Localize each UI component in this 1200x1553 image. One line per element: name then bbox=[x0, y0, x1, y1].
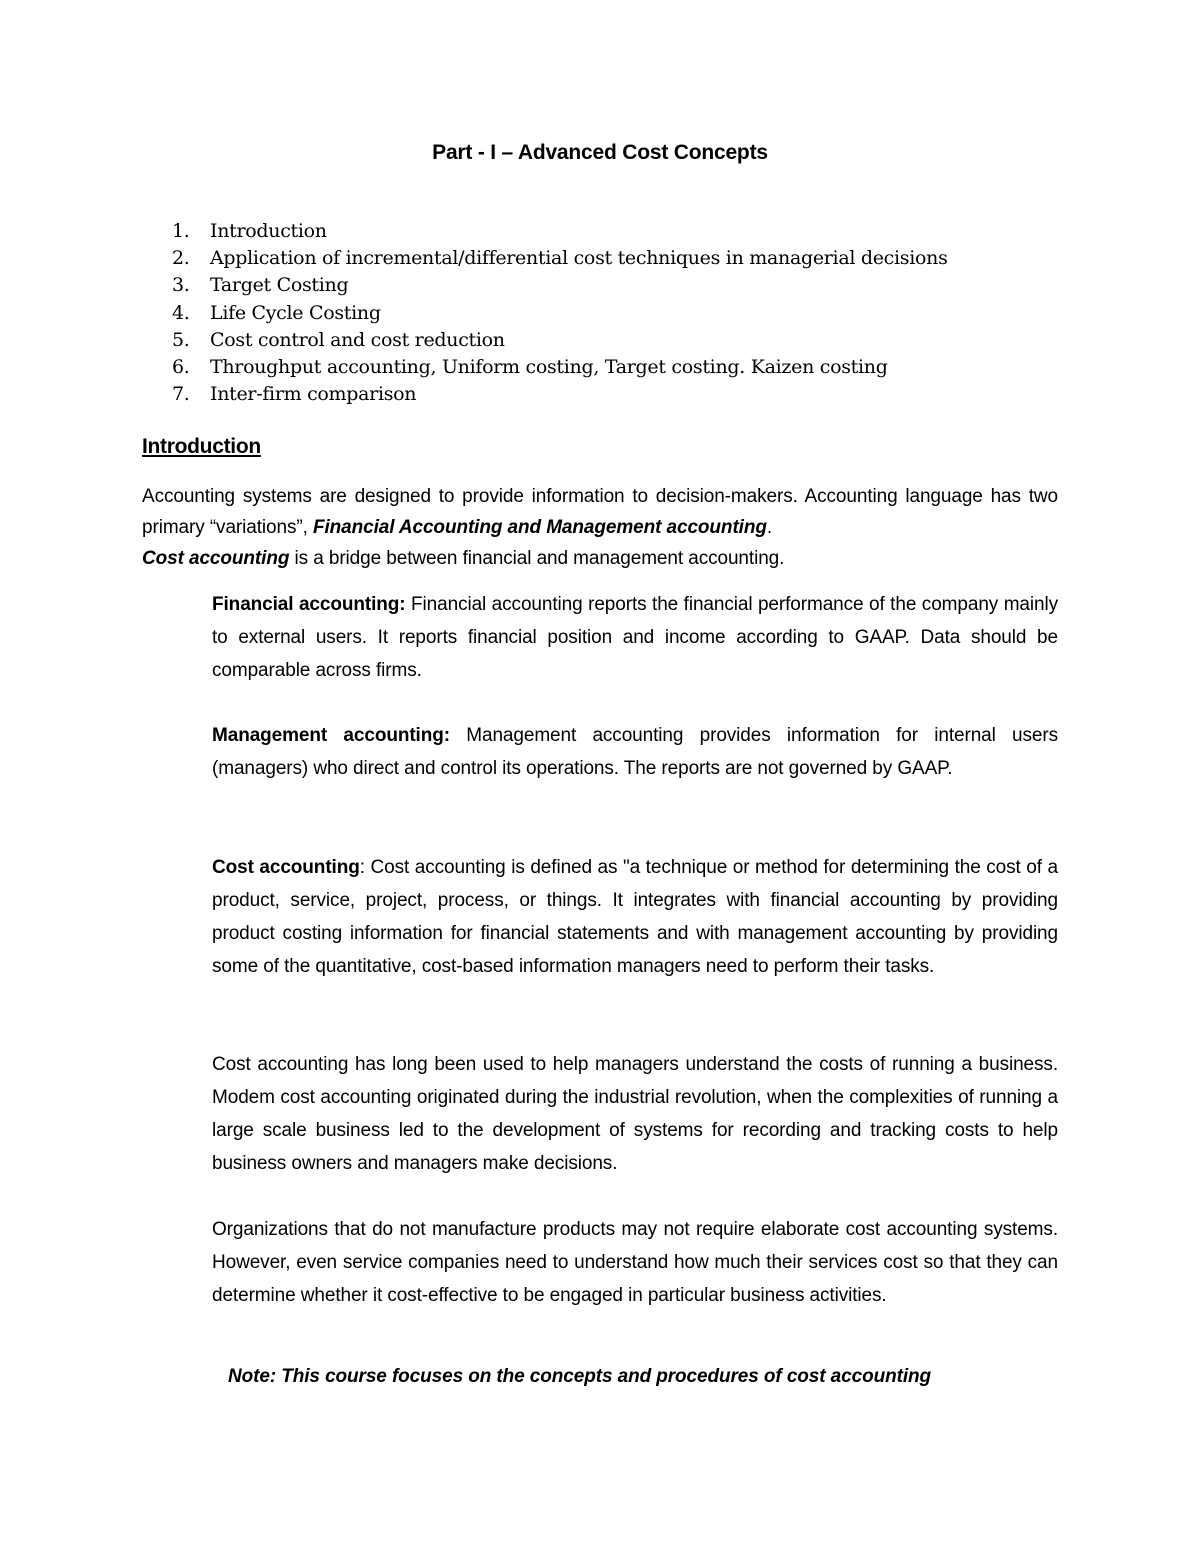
toc-text: Inter-firm comparison bbox=[210, 383, 417, 406]
toc-text: Introduction bbox=[210, 220, 327, 242]
toc-number: 4. bbox=[172, 301, 190, 324]
paragraph-text: Financial accounting reports the financial performance of the company mainly to external users. It reports financial position and income according to GAAP. Data should be comparable across firms. bbox=[212, 594, 1058, 681]
paragraph-text: Cost accounting has long been used to help managers understand the costs of running a business. Modem cost accounting originated during the industrial revolution, when the complexities of running a large scale business led to the development of systems for recording and tracking costs to help business owners and managers make decisions. bbox=[212, 1054, 1058, 1174]
toc-number: 3. bbox=[172, 274, 190, 297]
toc-number: 5. bbox=[172, 328, 190, 351]
term-label: Financial accounting: bbox=[212, 594, 406, 615]
toc-text: Life Cycle Costing bbox=[210, 301, 381, 324]
organizations-paragraph bbox=[212, 1213, 1058, 1312]
course-note: Note: This course focuses on the concepts and procedures of cost accounting bbox=[228, 1366, 932, 1387]
toc-item bbox=[172, 218, 948, 245]
intro-text: is a bridge between financial and management accounting. bbox=[289, 548, 785, 569]
table-of-contents bbox=[172, 218, 948, 408]
intro-emphasis: Cost accounting bbox=[142, 548, 290, 569]
intro-text: . bbox=[766, 517, 773, 538]
toc-item bbox=[172, 272, 948, 299]
toc-number: 6. bbox=[172, 356, 190, 379]
toc-item bbox=[172, 354, 948, 381]
financial-accounting-paragraph bbox=[212, 588, 1058, 687]
toc-item bbox=[172, 245, 948, 272]
toc-number: 7. bbox=[172, 383, 190, 406]
toc-text: Cost control and cost reduction bbox=[210, 328, 505, 351]
toc-text: Throughput accounting, Uniform costing, Target costing. Kaizen costing bbox=[210, 356, 888, 379]
section-heading-introduction: Introduction bbox=[142, 435, 261, 458]
intro-paragraph bbox=[142, 481, 1058, 574]
cost-accounting-paragraph bbox=[212, 851, 1058, 983]
page-title: Part - I – Advanced Cost Concepts bbox=[432, 141, 768, 164]
toc-item bbox=[172, 300, 948, 327]
intro-text: Accounting systems are designed to provide information to decision-makers. Accounting language has two primary “variations”, bbox=[142, 486, 1058, 538]
toc-item bbox=[172, 327, 948, 354]
term-label: Management accounting: bbox=[212, 725, 450, 746]
paragraph-text: Organizations that do not manufacture products may not require elaborate cost accounting systems. However, even service companies need to understand how much their services cost so that they can determine whether it cost-effective to be engaged in particular business activities. bbox=[212, 1219, 1058, 1306]
paragraph-text: : Cost accounting is defined as "a technique or method for determining the cost of a product, service, project, process, or things. It integrates with financial accounting by providing product costing information for financial statements and with management accounting by providing some of the quantitative, cost-based information managers need to perform their tasks. bbox=[212, 857, 1058, 977]
toc-text: Application of incremental/differential cost techniques in managerial decisions bbox=[210, 247, 948, 270]
history-paragraph bbox=[212, 1048, 1058, 1180]
toc-item bbox=[172, 381, 948, 408]
toc-text: Target Costing bbox=[210, 274, 349, 297]
toc-number: 2. bbox=[172, 247, 190, 270]
intro-emphasis: Financial Accounting and Management accounting bbox=[312, 517, 767, 538]
toc-number: 1. bbox=[172, 220, 190, 242]
term-label: Cost accounting bbox=[212, 857, 360, 878]
paragraph-text: Management accounting provides information for internal users (managers) who direct and control its operations. The reports are not governed by GAAP. bbox=[212, 725, 1058, 779]
management-accounting-paragraph bbox=[212, 719, 1058, 785]
